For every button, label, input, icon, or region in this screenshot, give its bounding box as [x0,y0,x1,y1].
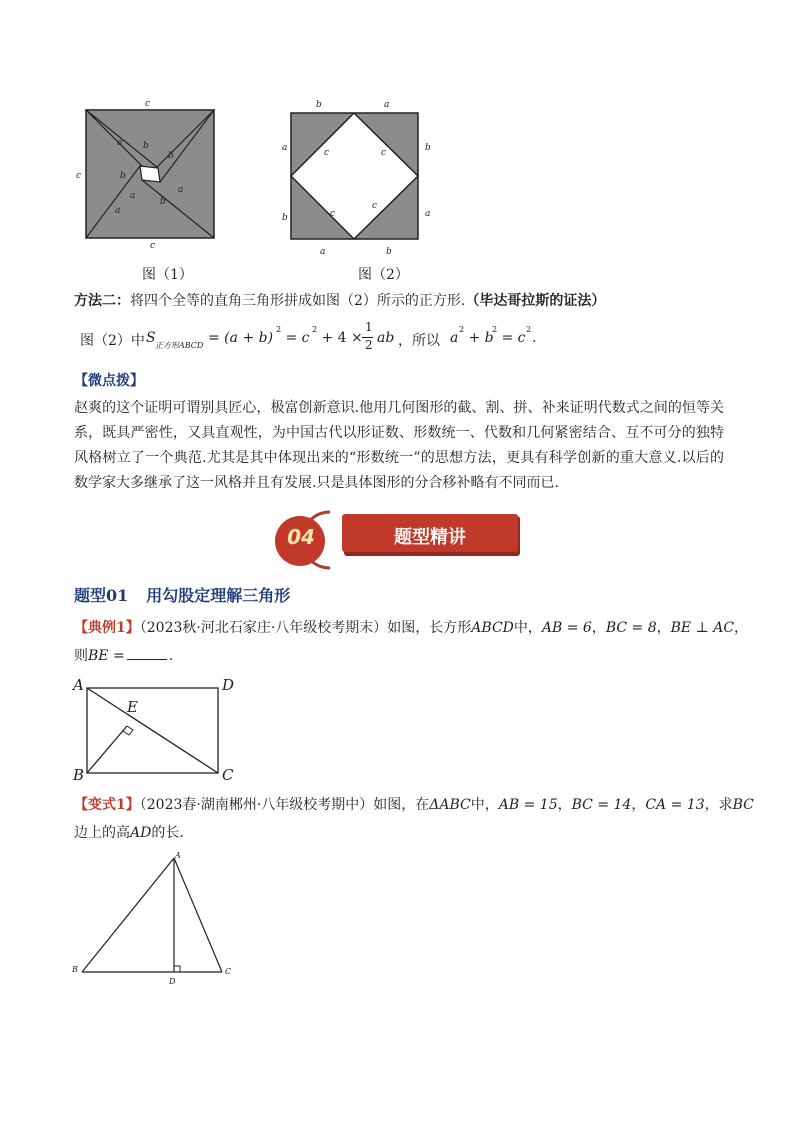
svg-text:c: c [330,209,336,219]
svg-text:a: a [425,209,431,219]
fig1-bottom-label: c [150,241,156,251]
svg-text:a: a [320,247,326,257]
fig1-top-label: c [145,99,151,109]
svg-text:C: C [225,967,232,976]
answer-blank[interactable] [127,659,167,660]
svg-text:b: b [143,141,149,151]
example-1-line2: 则BE = . [74,648,174,664]
figure-2 [278,98,438,260]
svg-text:D: D [222,676,235,694]
tip-heading: 【微点拨】 [74,373,144,389]
svg-text:c: c [381,148,387,158]
svg-text:E: E [127,698,138,716]
example-1-line1: 【典例1】（2023秋·河北石家庄·八年级校考期末）如图，长方形ABCD中，AB = 6，BC = 8，BE ⊥ AC， [74,620,749,636]
rectangle-figure [68,672,248,787]
svg-text:a: a [282,143,288,153]
method-2-line: 方法二：将四个全等的直角三角形拼成如图（2）所示的正方形.（毕达哥拉斯的证法） [74,293,606,309]
figure-2-caption: 图（2） [358,267,409,283]
variant-1-line1: 【变式1】（2023春·湖南郴州·八年级校考期中）如图，在ΔABC中，AB = 15，BC = 14，CA = 13，求BC [74,797,754,813]
svg-text:b: b [282,213,288,223]
svg-text:b: b [168,151,174,161]
svg-text:a: a [384,100,390,110]
svg-text:A: A [175,851,181,860]
section-number: 04 [287,525,315,549]
svg-text:b: b [120,171,126,181]
svg-text:B: B [72,965,78,974]
section-title: 题型精讲 [394,527,466,548]
formula-line: 图（2）中 S 正方形ABCD = (a + b) 2 = c 2 + 4 × 1 2 ab ，所以 a 2 + b 2 = c 2 . [80,320,537,352]
svg-text:b: b [386,247,392,257]
svg-text:D: D [169,977,176,986]
svg-text:b: b [160,197,166,207]
fig1-left-label: c [76,171,82,181]
svg-text:C: C [222,766,234,784]
svg-text:a: a [117,138,123,148]
variant-1-line2: 边上的高AD的长. [74,825,184,841]
triangle-figure [66,848,246,988]
type01-heading: 题型01 用勾股定理解三角形 [74,586,291,605]
svg-text:A: A [73,676,84,694]
svg-text:B: B [73,766,85,784]
figure-1-caption: 图（1） [142,267,193,283]
svg-text:b: b [425,143,431,153]
tip-body: 赵爽的这个证明可谓别具匠心，极富创新意识.他用几何图形的截、割、拼、补来证明代数式之间的恒等关系，既具严密性，又具直观性，为中国古代以形证数、形数统一、代数和几何紧密结合、互不可分的独特风格树立了一个典范.尤其是其中体现出来的“形数统一”的思想方法，更具有科学创新的重大意义.以后的数学家大多继承了这一风格并且有发展.只是具体图形的分合移补略有不同而已. [74,400,724,491]
svg-text:c: c [372,201,378,211]
svg-text:b: b [316,100,322,110]
svg-text:a: a [115,206,121,216]
svg-text:a: a [178,185,184,195]
figure-1 [76,98,225,251]
svg-text:c: c [324,148,330,158]
svg-text:a: a [130,191,136,201]
